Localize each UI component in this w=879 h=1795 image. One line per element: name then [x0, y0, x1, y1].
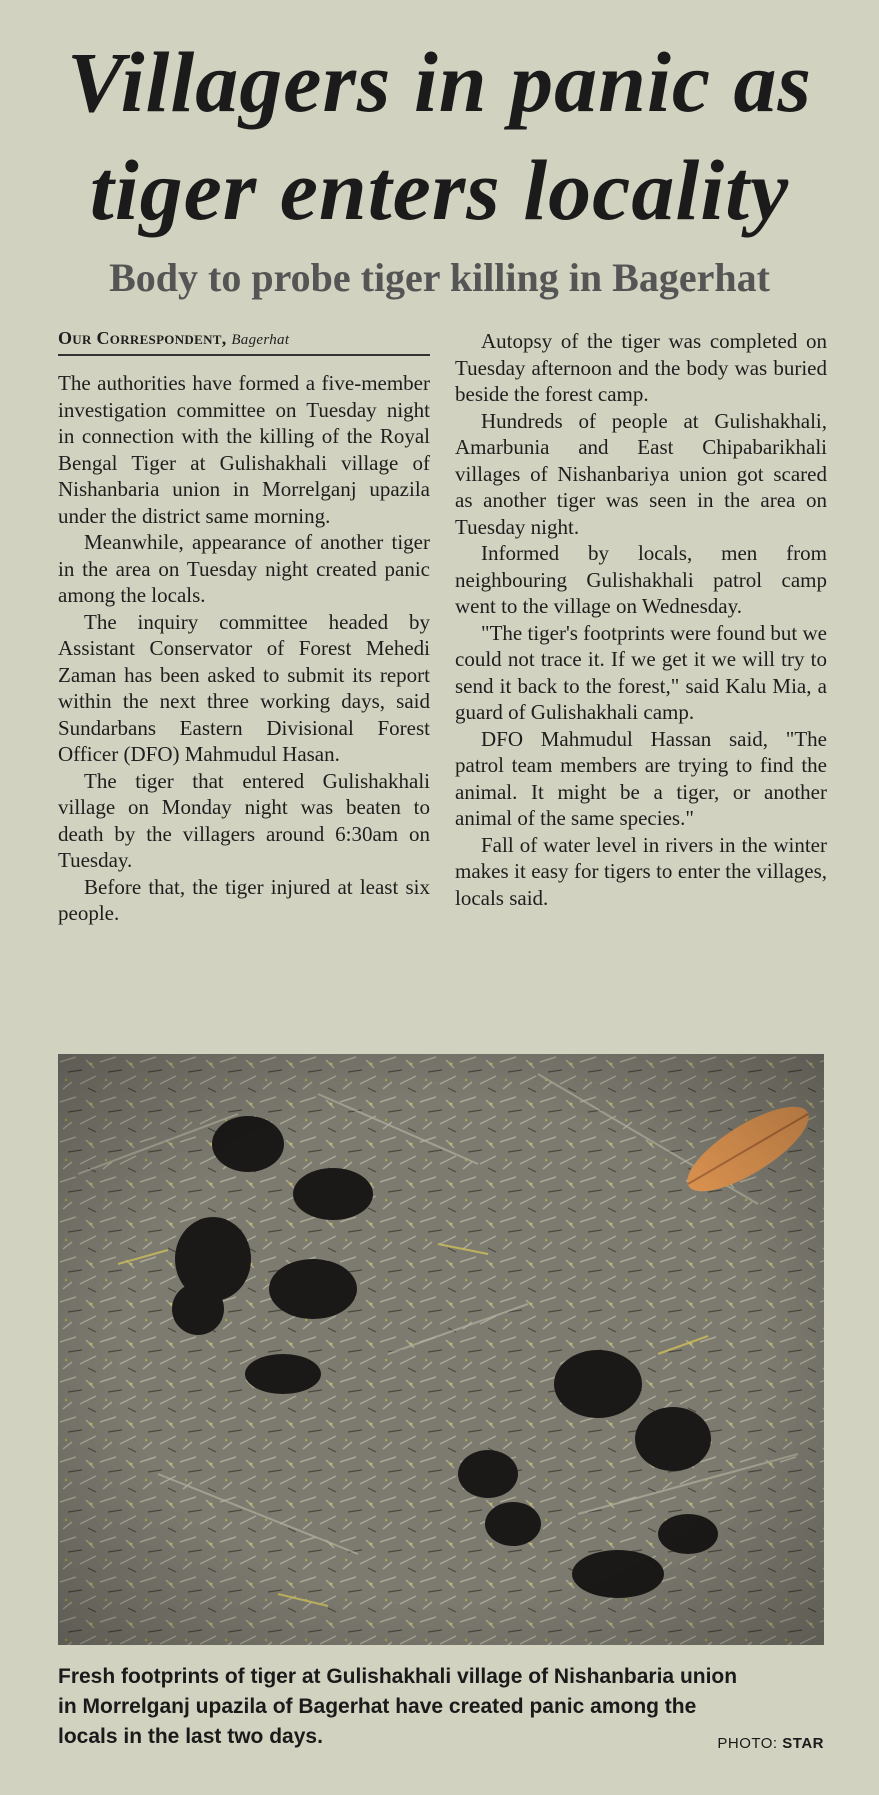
paragraph: Autopsy of the tiger was completed on Tuesday afternoon and the body was buried beside the forest camp.: [455, 329, 827, 406]
tiger-footprints-photo: [58, 1054, 824, 1645]
paragraph: Informed by locals, men from neighbouring Gulishakhali patrol camp went to the village on Wednesday.: [455, 541, 827, 618]
photo-credit-prefix: PHOTO:: [717, 1735, 778, 1752]
paragraph: The tiger that entered Gulishakhali village on Monday night was beaten to death by the villagers around 6:30am on Tuesday.: [58, 768, 430, 872]
byline-author: Our Correspondent,: [58, 328, 227, 348]
headline: Villagers in panic as tiger enters locality: [67, 34, 812, 238]
paragraph: The authorities have formed a five-member investigation committee on Tuesday night in connection with the killing of the Royal Bengal Tiger at Gulishakhali village of Nishanbaria union in Morrelganj upazila under the district same morning.: [58, 371, 430, 528]
byline-location: Bagerhat: [231, 332, 290, 348]
paragraph: Hundreds of people at Gulishakhali, Amarbunia and East Chipabarikhali villages of Nishanbariya union got scared as another tiger was seen in the area on Tuesday night.: [455, 408, 827, 539]
paragraph: Meanwhile, appearance of another tiger in the area on Tuesday night created panic among the locals.: [58, 530, 430, 607]
paragraph: DFO Mahmudul Hassan said, "The patrol team members are trying to find the animal. It might be a tiger, or another animal of the same species.": [455, 726, 827, 830]
article-column-right: [455, 328, 827, 911]
photo-caption: Fresh footprints of tiger at Gulishakhali village of Nishanbaria union in Morrelganj upazila of Bagerhat have created panic among the locals in the last two days.: [58, 1665, 738, 1748]
paragraph: The inquiry committee headed by Assistant Conservator of Forest Mehedi Zaman has been asked to submit its report within the next three working days, said Sundarbans Eastern Divisional Forest Officer (DFO) Mahmudul Hasan.: [58, 609, 430, 766]
paragraph: "The tiger's footprints were found but we could not trace it. If we get it we will try to send it back to the forest," said Kalu Mia, a guard of Gulishakhali camp.: [455, 620, 827, 724]
photo-credit-source: STAR: [782, 1735, 824, 1752]
paragraph: Before that, the tiger injured at least six people.: [58, 874, 430, 925]
subheadline: Body to probe tiger killing in Bagerhat: [109, 255, 770, 300]
photo-credit: [717, 1735, 824, 1752]
article-column-left: [58, 326, 430, 927]
paragraph: Fall of water level in rivers in the winter makes it easy for tigers to enter the villages, locals said.: [455, 832, 827, 910]
photo-illustration: [58, 1054, 824, 1645]
byline: [58, 326, 430, 356]
